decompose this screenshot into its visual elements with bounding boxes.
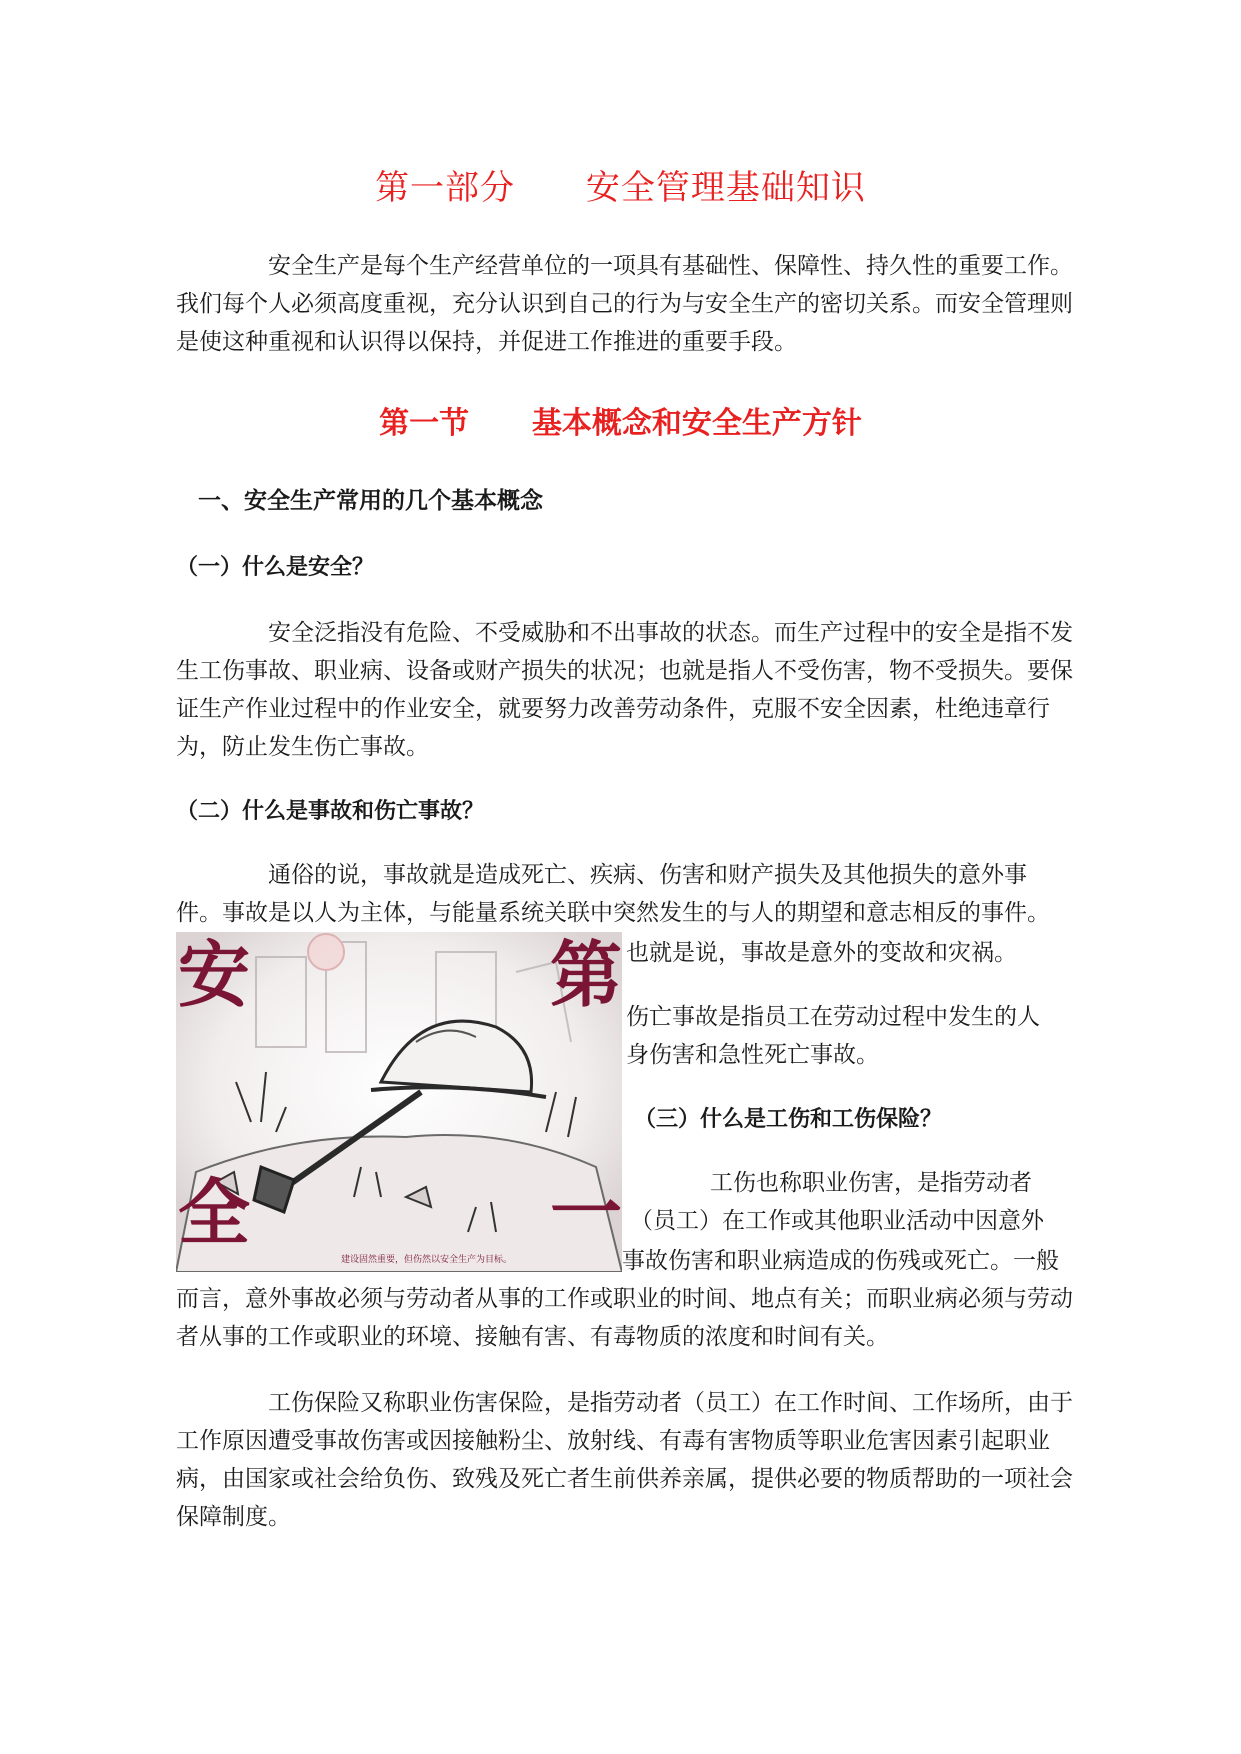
injury-insurance-paragraph: 工伤保险又称职业伤害保险，是指劳动者（员工）在工作时间、工作场所，由于工作原因遭受事故伤害或因接触粉尘、放射线、有毒有害物质等职业危害因素引起职业病，由国家或社会给负伤、致残及死亡者生前供养亲属，提供必要的物质帮助的一项社会保障制度。 [176, 1390, 1073, 1530]
poster-char-quan: 全 [178, 1171, 251, 1255]
intro-paragraph: 安全生产是每个生产经营单位的一项具有基础性、保障性、持久性的重要工作。我们每个人必须高度重视，充分认识到自己的行为与安全生产的密切关系。而安全管理则是使这种重视和认识得以保持，并促进工作推进的重要手段。 [176, 253, 1073, 355]
casualty-line-1: 伤亡事故是指员工在劳动过程中发生的人 [626, 1004, 1040, 1030]
poster-char-di: 第 [550, 933, 622, 1017]
accident-line-1: 通俗的说，事故就是造成死亡、疾病、伤害和财产损失及其他损失的意外事 [268, 862, 1027, 888]
safety-definition-paragraph: 安全泛指没有危险、不受威胁和不出事故的状态。而生产过程中的安全是指不发生工伤事故、职业病、设备或财产损失的状况；也就是指人不受伤害，物不受损失。要保证生产作业过程中的作业安全，就要努力改善劳动条件，克服不安全因素，杜绝违章行为，防止发生伤亡事故。 [176, 620, 1073, 760]
casualty-line-2: 身伤害和急性死亡事故。 [626, 1042, 879, 1068]
poster-graphic [176, 932, 622, 1272]
work-injury-continued: 而言，意外事故必须与劳动者从事的工作或职业的时间、地点有关；而职业病必须与劳动者从事的工作或职业的环境、接触有害、有毒物质的浓度和时间有关。 [176, 1286, 1073, 1350]
heading-what-is-safety: （一）什么是安全？ [176, 555, 375, 580]
heading-what-is-accident: （二）什么是事故和伤亡事故？ [176, 799, 485, 824]
heading-what-is-work-injury: （三）什么是工伤和工伤保险？ [634, 1107, 943, 1132]
section-title: 第一节 基本概念和安全生产方针 [379, 406, 862, 441]
poster-char-yi: 一 [550, 1171, 622, 1255]
heading-basic-concepts: 一、安全生产常用的几个基本概念 [198, 488, 543, 514]
poster-caption: 建设固然重要，但伤然以安全生产为目标。 [341, 1255, 513, 1265]
accident-line-2: 件。事故是以人为主体，与能量系统关联中突然发生的与人的期望和意志相反的事件。 [176, 900, 1050, 926]
work-injury-line-2: （员工）在工作或其他职业活动中因意外 [630, 1208, 1044, 1234]
page-title: 第一部分 安全管理基础知识 [375, 168, 866, 208]
work-injury-line-3: 事故伤害和职业病造成的伤残或死亡。一般 [622, 1248, 1059, 1274]
poster-char-an: 安 [178, 933, 251, 1017]
accident-line-3: 也就是说，事故是意外的变故和灾祸。 [626, 940, 1017, 966]
work-injury-line-1: 工伤也称职业伤害，是指劳动者 [710, 1170, 1032, 1196]
safety-poster-illustration [176, 932, 622, 1272]
